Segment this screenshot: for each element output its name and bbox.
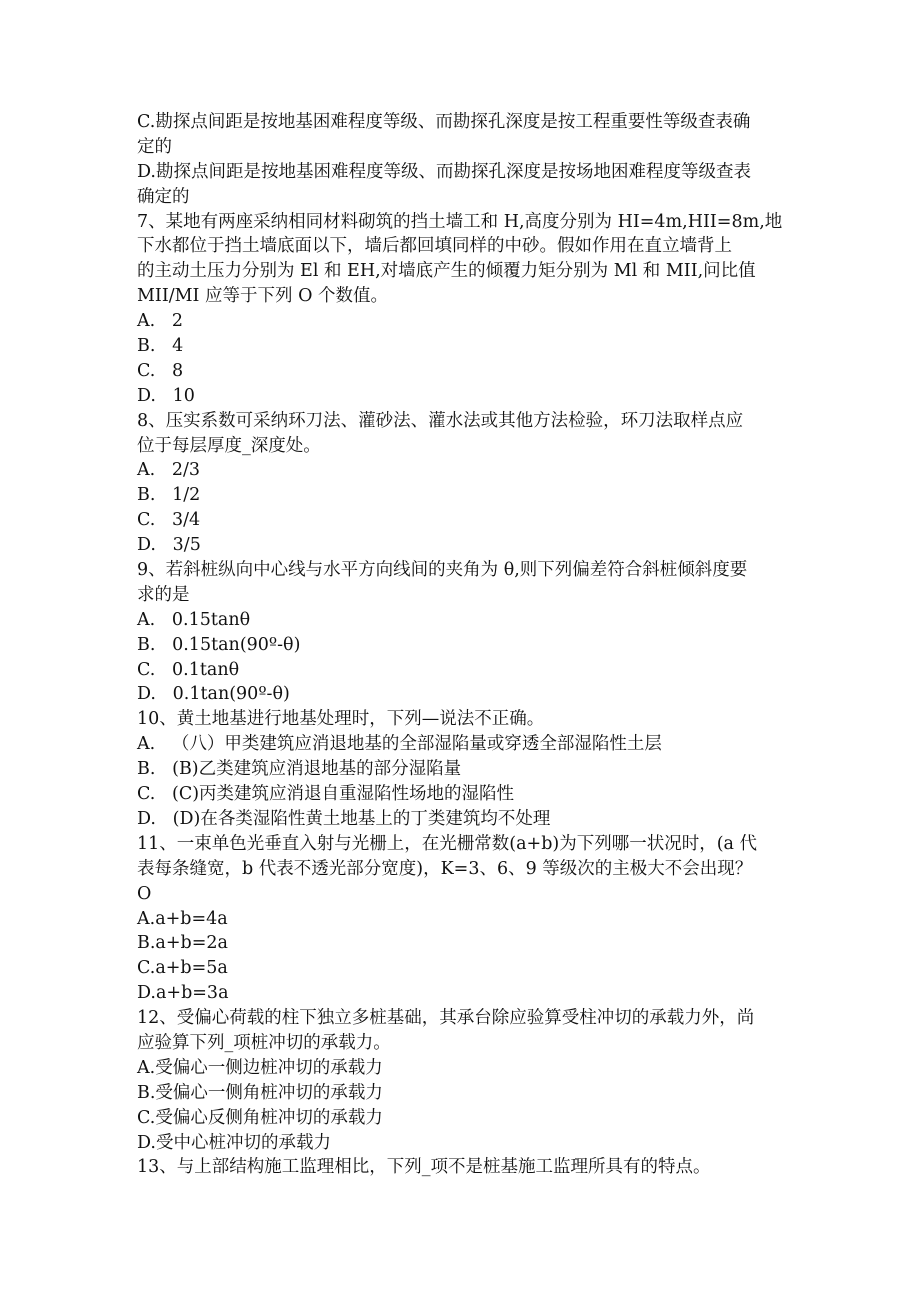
- text-line: A. 2/3: [137, 460, 201, 481]
- text-line: 13、与上部结构施工监理相比，下列_项不是桩基施工监理所具有的特点。: [137, 1157, 711, 1178]
- text-line: D. 3/5: [137, 535, 201, 556]
- text-line: O: [137, 883, 152, 904]
- text-line: A. 0.15tanθ: [137, 609, 251, 630]
- text-line: D. 0.1tan(90º-θ): [137, 684, 290, 705]
- text-line: A.受偏心一侧边桩冲切的承载力: [137, 1057, 383, 1078]
- text-line: D. (D)在各类湿陷性黄土地基上的丁类建筑均不处理: [137, 808, 551, 829]
- text-line: 定的: [137, 136, 172, 157]
- text-line: C.a+b=5a: [137, 958, 228, 979]
- text-line: B.受偏心一侧角桩冲切的承载力: [137, 1082, 383, 1103]
- text-line: 8、压实系数可采纳环刀法、灌砂法、灌水法或其他方法检验，环刀法取样点应: [137, 410, 744, 431]
- text-line: 11、一束单色光垂直入射与光栅上，在光栅常数(a+b)为下列哪一状况时，(a 代: [137, 833, 758, 854]
- text-line: 的主动土压力分别为 El 和 EH,对墙底产生的倾覆力矩分别为 Ml 和 MII,问比值: [137, 261, 756, 282]
- text-line: 下水都位于挡土墙底面以下，墙后都回填同样的中砂。假如作用在直立墙背上: [137, 236, 732, 257]
- text-line: 表每条缝宽，b 代表不透光部分宽度)，K=3、6、9 等级次的主极大不会出现？: [137, 858, 753, 879]
- text-line: D.勘探点间距是按地基困难程度等级、而勘探孔深度是按场地困难程度等级查表: [137, 161, 751, 182]
- text-line: C. (C)丙类建筑应消退自重湿陷性场地的湿陷性: [137, 784, 515, 805]
- text-line: MII/MI 应等于下列 O 个数值。: [137, 286, 389, 307]
- text-line: B. 0.15tan(90º-θ): [137, 634, 301, 655]
- text-line: 10、黄土地基进行地基处理时，下列—说法不正确。: [137, 709, 545, 730]
- text-line: B. 4: [137, 336, 184, 357]
- text-line: A. 2: [137, 311, 184, 332]
- text-line: C.勘探点间距是按地基困难程度等级、而勘探孔深度是按工程重要性等级查表确: [137, 112, 751, 132]
- text-line: 7、某地有两座采纳相同材料砌筑的挡土墙工和 H,高度分别为 HI=4m,HII=8m,地: [137, 211, 783, 232]
- text-line: A. （八）甲类建筑应消退地基的全部湿陷量或穿透全部湿陷性土层: [137, 734, 662, 755]
- text-line: C.受偏心反侧角桩冲切的承载力: [137, 1107, 383, 1128]
- text-line: B. (B)乙类建筑应消退地基的部分湿陷量: [137, 759, 462, 780]
- text-line: 确定的: [137, 186, 190, 207]
- text-line: 12、受偏心荷载的柱下独立多桩基础，其承台除应验算受柱冲切的承载力外，尚: [137, 1008, 755, 1029]
- text-line: D.a+b=3a: [137, 983, 229, 1004]
- text-line: C. 0.1tanθ: [137, 659, 240, 680]
- text-line: A.a+b=4a: [137, 908, 228, 929]
- text-line: B. 1/2: [137, 485, 201, 506]
- text-line: D.受中心桩冲切的承载力: [137, 1132, 331, 1153]
- text-line: 求的是: [137, 584, 190, 605]
- text-line: 应验算下列_项桩冲切的承载力。: [137, 1032, 391, 1053]
- text-line: D. 10: [137, 385, 195, 406]
- text-line: 位于每层厚度_深度处。: [137, 435, 321, 456]
- document-text: [137, 110, 787, 1180]
- text-line: 9、若斜桩纵向中心线与水平方向线间的夹角为 θ,则下列偏差符合斜桩倾斜度要: [137, 560, 748, 581]
- text-line: C. 8: [137, 360, 184, 381]
- text-line: B.a+b=2a: [137, 933, 228, 954]
- text-line: C. 3/4: [137, 510, 201, 531]
